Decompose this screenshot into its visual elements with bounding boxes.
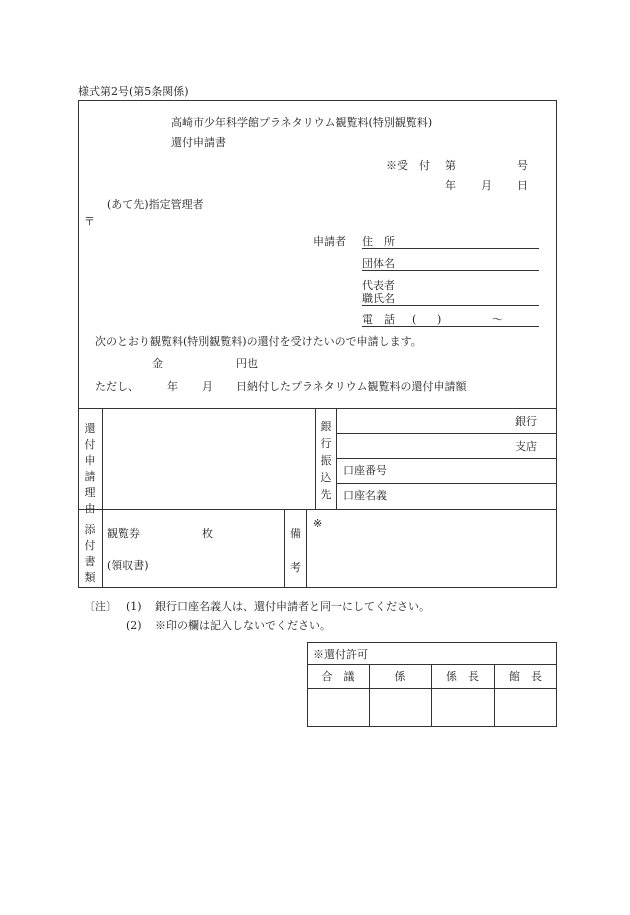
form-number: 様式第2号(第5条関係): [78, 85, 189, 98]
bank-suffix: 銀行: [515, 415, 537, 428]
remarks-label-1: 備: [290, 527, 301, 540]
approval-col-staff: 係: [394, 670, 406, 683]
approval-col-chief: 係 長: [446, 670, 479, 683]
org-label: 団体名: [362, 257, 395, 270]
remarks-label-2: 考: [290, 561, 301, 574]
amount-prefix: 金: [152, 357, 163, 370]
approval-header-line-bottom: [307, 688, 557, 689]
section-divider-bottom: [78, 509, 557, 510]
reason-label: 還 付 申 請 理: [84, 422, 96, 499]
account-number-label: 口座番号: [343, 464, 387, 477]
account-name-label: 口座名義: [343, 489, 387, 502]
request-text: 次のとおり観覧料(特別観覧料)の還付を受けたいので申請します。: [95, 335, 422, 348]
bank-row-line-3: [336, 483, 557, 484]
reason-label-divider: [102, 408, 103, 509]
attach-label-divider: [102, 509, 103, 588]
proviso-month: 月: [202, 380, 213, 393]
section-divider-top: [78, 408, 557, 409]
note-1-text: 銀行口座名義人は、還付申請者と同一にしてください。: [155, 600, 430, 613]
amount-suffix: 円也: [236, 357, 258, 370]
receipt-dai: 第: [445, 159, 456, 172]
receipt-month: 月: [481, 179, 492, 192]
approval-title: ※還付許可: [313, 648, 368, 661]
tel-underline: [362, 326, 539, 327]
approval-col-joint: 合 議: [321, 670, 355, 683]
attachments-label: 添 付 書 類: [84, 523, 96, 584]
notes-heading: 〔注〕: [84, 600, 117, 613]
rep-label-1: 代表者: [362, 279, 395, 292]
proviso-rest: 日納付したプラネタリウム観覧料の還付申請額: [236, 380, 467, 393]
note-1-num: (1): [126, 600, 142, 613]
address-label: 住 所: [362, 235, 395, 248]
postal-mark: 〒: [84, 215, 95, 228]
addressee: (あて先)指定管理者: [107, 198, 204, 211]
branch-suffix: 支店: [515, 440, 537, 453]
approval-col-director: 館 長: [509, 670, 542, 683]
receipt-doc-label: (領収書): [107, 559, 149, 572]
rep-underline: [362, 305, 539, 306]
ticket-label: 観覧券: [107, 527, 140, 540]
note-2-num: (2): [126, 619, 142, 632]
tel-tilde: ～: [492, 313, 503, 326]
bank-row-line-2: [336, 458, 557, 459]
receipt-go: 号: [517, 159, 528, 172]
remarks-label-divider: [306, 509, 307, 588]
receipt-mark: ※受 付: [386, 159, 430, 172]
tel-paren-open: (: [412, 313, 417, 326]
remarks-mark: ※: [313, 517, 323, 530]
proviso-prefix: ただし、: [95, 380, 139, 393]
form-title: 高崎市少年科学館プラネタリウム観覧料(特別観覧料): [171, 116, 433, 129]
tel-label: 電 話: [362, 313, 395, 326]
org-underline: [362, 270, 539, 271]
receipt-day: 日: [517, 179, 528, 192]
bank-label: 銀 行 振 込 先: [320, 420, 332, 501]
tel-paren-close: ): [437, 313, 442, 326]
proviso-year: 年: [167, 380, 178, 393]
rep-label-2: 職氏名: [362, 292, 395, 305]
attach-remarks-divider: [284, 509, 285, 588]
approval-header-line-top: [307, 664, 557, 665]
address-underline: [362, 248, 539, 249]
note-2-text: ※印の欄は記入しないでください。: [155, 619, 331, 632]
receipt-year: 年: [445, 179, 456, 192]
applicant-label: 申請者: [313, 235, 346, 248]
bank-row-line-1: [336, 433, 557, 434]
form-subtitle: 還付申請書: [171, 136, 226, 149]
sheet-unit: 枚: [202, 527, 213, 540]
